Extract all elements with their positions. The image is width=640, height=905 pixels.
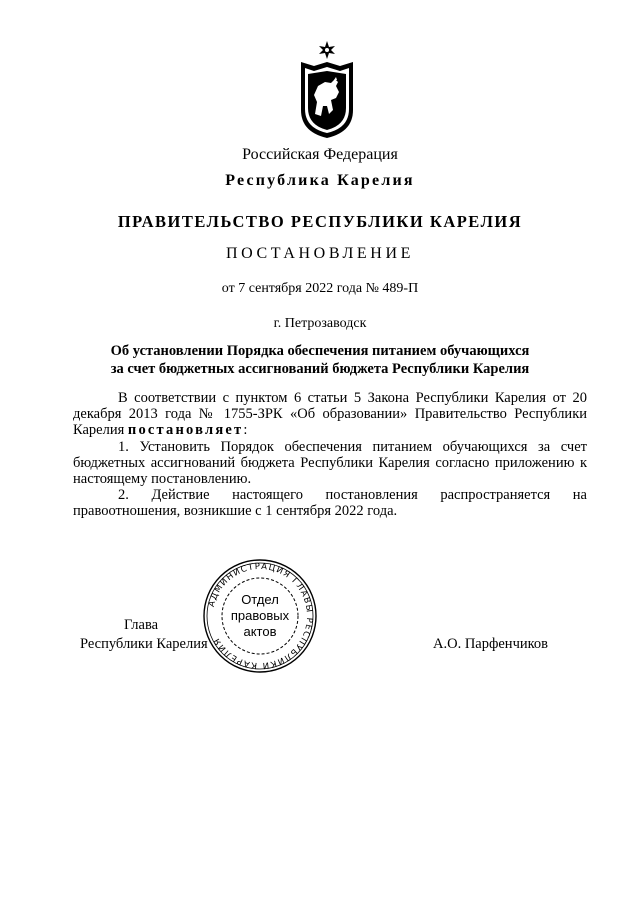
signatory-title-line2: Республики Карелия xyxy=(80,636,208,652)
item-2: 2. Действие настоящего постановления распространяется на правоотношения, возникшие с 1 сентября 2022 года. xyxy=(73,487,587,520)
federation-label: Российская Федерация xyxy=(242,146,398,163)
republic-label: Республика Карелия xyxy=(225,172,415,189)
stamp-center-line3: актов xyxy=(243,624,277,639)
intro-paragraph xyxy=(73,390,587,439)
signatory-title-line1: Глава xyxy=(124,617,159,633)
government-heading: ПРАВИТЕЛЬСТВО РЕСПУБЛИКИ КАРЕЛИЯ xyxy=(117,212,523,231)
date-number: от 7 сентября 2022 года № 489-П xyxy=(221,281,419,296)
stamp-ring-text: АДМИНИСТРАЦИЯ ГЛАВЫ РЕСПУБЛИКИ КАРЕЛИЯ xyxy=(206,561,315,671)
document-title xyxy=(0,342,640,378)
stamp-center-line2: правовых xyxy=(230,608,290,623)
signatory-name: А.О. Парфенчиков xyxy=(433,636,549,652)
document-title-line2: за счет бюджетных ассигнований бюджета Республики Карелия xyxy=(110,361,530,377)
intro-text: В соответствии с пунктом 6 статьи 5 Закона Республики Карелия от 20 декабря 2013 года № 1755-ЗРК «Об образовании» Правительство Республики Карелия xyxy=(73,390,587,439)
city: г. Петрозаводск xyxy=(273,316,367,331)
karelia-coat-of-arms-icon xyxy=(298,40,356,140)
item-1: 1. Установить Порядок обеспечения питанием обучающихся за счет бюджетных ассигнований бюджета Республики Карелия согласно приложению к настоящему постановлению. xyxy=(73,438,587,488)
document-type: ПОСТАНОВЛЕНИЕ xyxy=(226,245,414,262)
decree-colon: : xyxy=(243,422,248,439)
stamp-center-line1: Отдел xyxy=(241,592,279,607)
signatory-title xyxy=(80,616,208,654)
legal-acts-stamp xyxy=(202,558,318,674)
document-body xyxy=(73,390,587,520)
document-title-line1: Об установлении Порядка обеспечения питанием обучающихся xyxy=(110,343,530,359)
decree-word: постановляет xyxy=(127,422,244,439)
